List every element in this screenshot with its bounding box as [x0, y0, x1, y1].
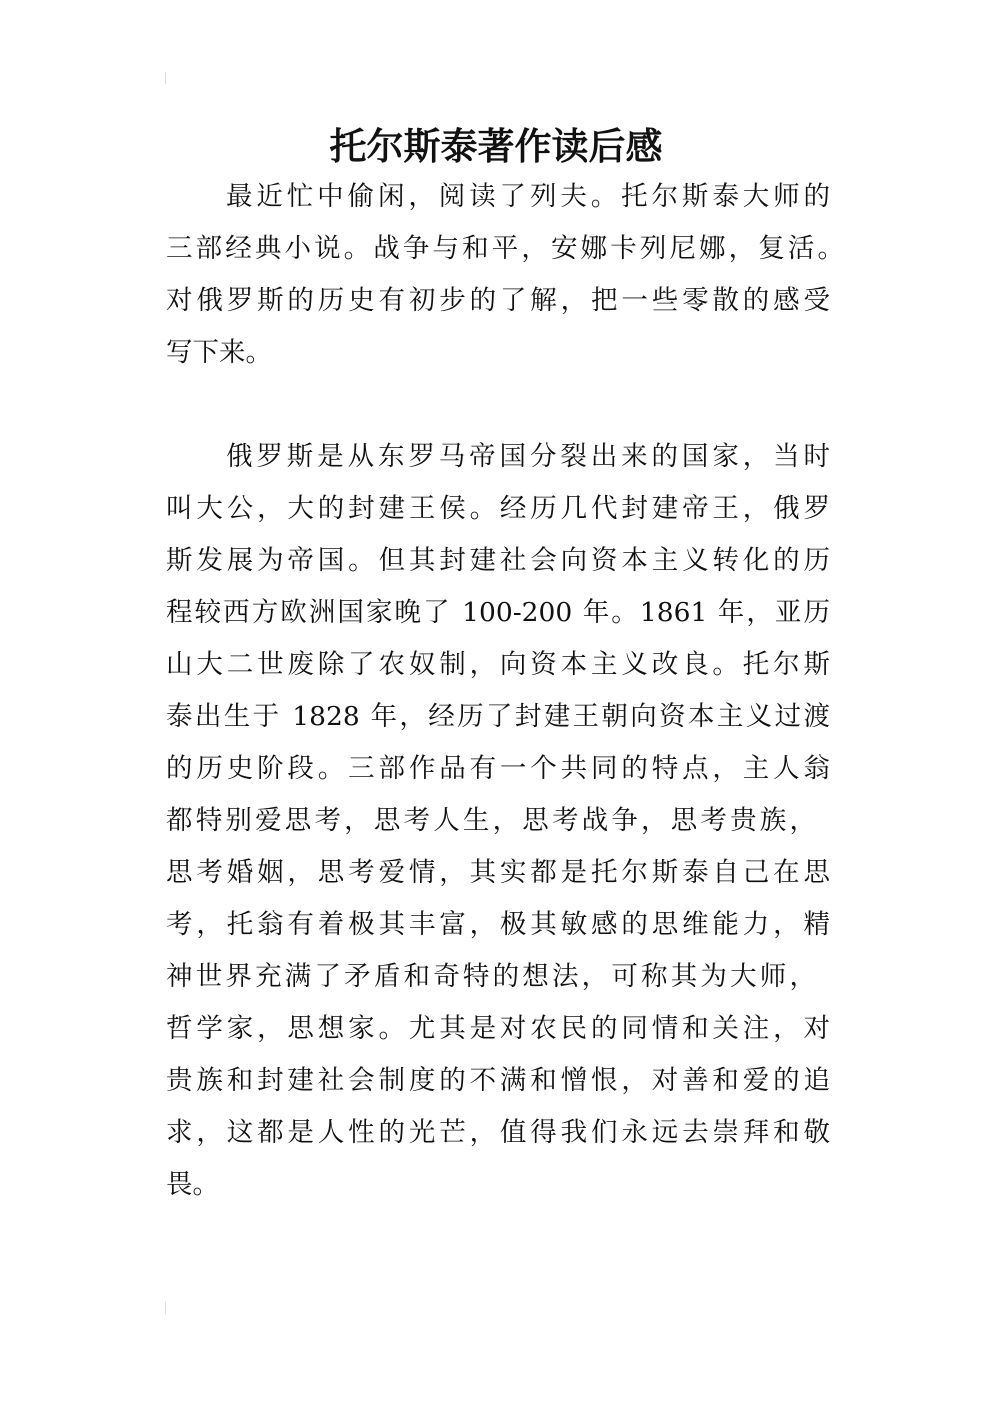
text-line: 三部经典小说。战争与和平，安娜卡列尼娜，复活。 [166, 233, 844, 264]
text-line: 最近忙中偷闲，阅读了列夫。托尔斯泰大师的 [226, 181, 830, 212]
text-line: 畏。 [166, 1169, 219, 1200]
text-line: 都特别爱思考，思考人生，思考战争，思考贵族， [166, 805, 816, 836]
page-margin-mark [165, 1302, 166, 1314]
document-title: 托尔斯泰著作读后感 [329, 125, 663, 168]
text-line: 程较西方欧洲国家晚了 100-200 年。1861 年，亚历 [166, 597, 830, 628]
text-line: 山大二世废除了农奴制，向资本主义改良。托尔斯 [166, 649, 830, 680]
text-line: 斯发展为帝国。但其封建社会向资本主义转化的历 [166, 545, 830, 576]
text-line: 俄罗斯是从东罗马帝国分裂出来的国家，当时 [226, 441, 830, 472]
text-line: 求，这都是人性的光芒，值得我们永远去崇拜和敬 [166, 1117, 830, 1148]
text-line: 泰出生于 1828 年，经历了封建王朝向资本主义过渡 [166, 701, 830, 732]
text-line: 思考婚姻，思考爱情，其实都是托尔斯泰自己在思 [166, 857, 830, 888]
text-line: 贵族和封建社会制度的不满和憎恨，对善和爱的追 [166, 1065, 830, 1096]
paragraph-1 [166, 171, 844, 379]
paragraph-2 [166, 431, 830, 1211]
text-line: 写下来。 [166, 337, 272, 368]
text-line: 对俄罗斯的历史有初步的了解，把一些零散的感受 [166, 285, 830, 316]
text-line: 神世界充满了矛盾和奇特的想法，可称其为大师， [166, 961, 816, 992]
text-line: 叫大公，大的封建王侯。经历几代封建帝王，俄罗 [166, 493, 830, 524]
text-line: 哲学家，思想家。尤其是对农民的同情和关注，对 [166, 1013, 830, 1044]
page-margin-mark [165, 72, 166, 84]
text-line: 的历史阶段。三部作品有一个共同的特点，主人翁 [166, 753, 830, 784]
text-line: 考，托翁有着极其丰富，极其敏感的思维能力，精 [166, 909, 830, 940]
